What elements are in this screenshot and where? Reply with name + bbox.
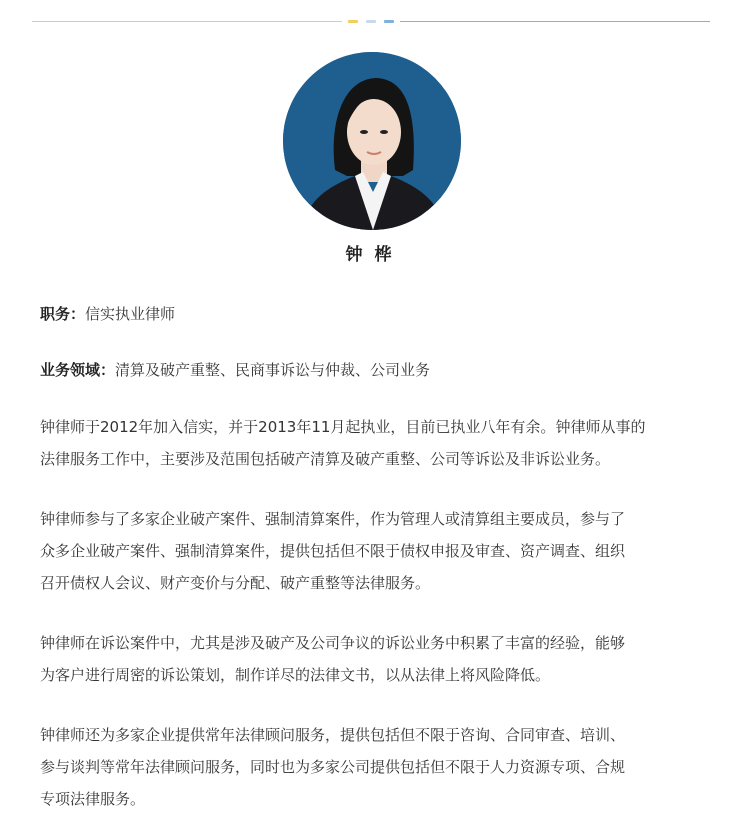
bio-line: 参与谈判等常年法律顾问服务，同时也为多家公司提供包括但不限于人力资源专项、合规: [40, 758, 626, 776]
bio-line: 法律服务工作中，主要涉及范围包括破产清算及破产重整、公司等诉讼及非诉讼业务。: [40, 450, 611, 468]
position-field: [40, 301, 175, 327]
bio-paragraph-3: [40, 627, 710, 691]
bio-paragraph-1: [40, 411, 710, 475]
practice-area-value: 清算及破产重整、民商事诉讼与仲裁、公司业务: [115, 361, 431, 379]
bio-line: 为客户进行周密的诉讼策划，制作详尽的法律文书，以从法律上将风险降低。: [40, 666, 551, 684]
portrait-photo: [283, 52, 461, 230]
divider-line-right: [400, 21, 710, 22]
divider-dash: [384, 20, 394, 23]
header-divider: [32, 20, 710, 24]
bio-paragraph-4: [40, 719, 710, 815]
bio-line: 众多企业破产案件、强制清算案件，提供包括但不限于债权申报及审查、资产调查、组织: [40, 542, 626, 560]
position-value: 信实执业律师: [85, 305, 176, 323]
bio-line: 钟律师在诉讼案件中，尤其是涉及破产及公司争议的诉讼业务中积累了丰富的经验，能够: [40, 634, 626, 652]
bio-line: 钟律师还为多家企业提供常年法律顾问服务，提供包括但不限于咨询、合同审查、培训、: [40, 726, 626, 744]
divider-dash: [366, 20, 376, 23]
bio-line: 召开债权人会议、财产变价与分配、破产重整等法律服务。: [40, 574, 431, 592]
lawyer-name: 钟 桦: [345, 245, 395, 265]
practice-area-field: [40, 357, 430, 383]
bio-line: 专项法律服务。: [40, 790, 146, 808]
position-label: 职务：: [40, 305, 86, 323]
avatar: [283, 52, 461, 230]
bio-line: 钟律师于2012年加入信实，并于2013年11月起执业，目前已执业八年有余。钟律师从事的: [40, 418, 646, 436]
divider-dash: [348, 20, 358, 23]
practice-area-label: 业务领域：: [40, 361, 116, 379]
bio-paragraph-2: [40, 503, 710, 599]
bio-line: 钟律师参与了多家企业破产案件、强制清算案件，作为管理人或清算组主要成员，参与了: [40, 510, 626, 528]
divider-line-left: [32, 21, 342, 22]
